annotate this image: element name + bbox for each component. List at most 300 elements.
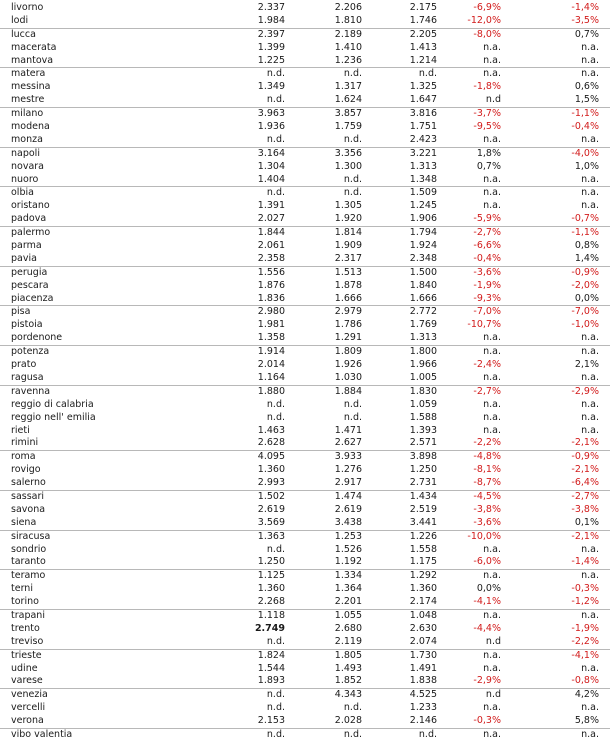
value-col-2: 1.805: [334, 649, 362, 661]
change-pct-2: 2,1%: [574, 359, 599, 371]
value-col-2: 2.979: [334, 306, 362, 318]
value-col-1: 2.397: [257, 28, 285, 40]
change-pct-2: n.a.: [581, 662, 599, 674]
value-col-2: 2.317: [334, 252, 362, 264]
city-name: trento: [11, 622, 40, 634]
value-col-3: 1.966: [409, 359, 437, 371]
change-pct-2: -2,7%: [571, 490, 599, 502]
value-col-1: 1.360: [257, 464, 285, 476]
value-col-2: 1.291: [334, 332, 362, 344]
value-col-3: 1.413: [409, 41, 437, 53]
change-pct-2: n.a.: [581, 543, 599, 555]
table-row: [0, 280, 610, 293]
value-col-3: 2.423: [409, 133, 437, 145]
table-row: [0, 412, 610, 425]
value-col-2: 2.119: [334, 635, 362, 647]
change-pct-2: -0,7%: [571, 213, 599, 225]
change-pct-2: 0,6%: [574, 81, 599, 93]
change-pct-2: 5,8%: [574, 715, 599, 727]
value-col-1: 2.358: [257, 252, 285, 264]
value-col-3: 3.898: [409, 451, 437, 463]
city-name: lucca: [11, 28, 36, 40]
change-pct-2: 0,0%: [574, 292, 599, 304]
table-row: [0, 305, 610, 319]
change-pct-2: -3,5%: [571, 14, 599, 26]
table-row: [0, 107, 610, 121]
change-pct-2: n.a.: [581, 187, 599, 199]
change-pct-1: -3,6%: [473, 266, 501, 278]
table-row: [0, 186, 610, 200]
value-col-1: 3.963: [257, 108, 285, 120]
city-name: milano: [11, 108, 44, 120]
value-col-2: n.d.: [343, 702, 362, 714]
value-col-3: 1.558: [409, 543, 437, 555]
value-col-3: 2.630: [409, 622, 437, 634]
value-col-1: 1.391: [257, 200, 285, 212]
change-pct-2: -1,1%: [571, 108, 599, 120]
value-col-2: 1.334: [334, 570, 362, 582]
table-row: [0, 121, 610, 134]
city-name: mestre: [11, 94, 45, 106]
value-col-3: 3.441: [409, 516, 437, 528]
table-row: [0, 517, 610, 530]
table-row: [0, 359, 610, 372]
city-name: reggio di calabria: [11, 398, 94, 410]
value-col-3: 1.746: [409, 14, 437, 26]
city-name: siracusa: [11, 530, 51, 542]
value-col-1: 1.544: [257, 662, 285, 674]
value-col-2: 2.201: [334, 596, 362, 608]
value-col-1: 1.118: [257, 609, 285, 621]
change-pct-1: -0,3%: [473, 715, 501, 727]
value-col-3: 2.146: [409, 715, 437, 727]
value-col-3: 1.924: [409, 240, 437, 252]
value-col-3: 1.491: [409, 662, 437, 674]
table-row: [0, 147, 610, 161]
city-name: rimini: [11, 437, 39, 449]
table-row: [0, 425, 610, 438]
value-col-2: 2.619: [334, 503, 362, 515]
value-col-3: 1.313: [409, 332, 437, 344]
city-name: terni: [11, 583, 33, 595]
change-pct-2: -1,9%: [571, 622, 599, 634]
value-col-1: n.d.: [266, 398, 285, 410]
change-pct-1: -10,7%: [467, 319, 501, 331]
value-col-1: 1.304: [257, 160, 285, 172]
value-col-3: n.d.: [418, 68, 437, 80]
value-col-1: 2.014: [257, 359, 285, 371]
value-col-1: 2.027: [257, 213, 285, 225]
value-col-1: 2.337: [257, 2, 285, 13]
value-col-1: 1.360: [257, 583, 285, 595]
change-pct-1: n.d: [485, 94, 501, 106]
city-name: perugia: [11, 266, 48, 278]
change-pct-1: n.a.: [483, 187, 501, 199]
change-pct-1: n.a.: [483, 398, 501, 410]
value-col-2: n.d.: [343, 187, 362, 199]
table-row: [0, 450, 610, 464]
city-name: teramo: [11, 570, 46, 582]
value-col-3: 1.348: [409, 173, 437, 185]
city-name: taranto: [11, 556, 46, 568]
value-col-2: 1.305: [334, 200, 362, 212]
table-row: [0, 55, 610, 68]
table-row: [0, 28, 610, 42]
value-col-1: 3.569: [257, 516, 285, 528]
table-row: [0, 596, 610, 609]
change-pct-1: n.a.: [483, 371, 501, 383]
change-pct-2: -0,9%: [571, 266, 599, 278]
value-col-3: 1.233: [409, 702, 437, 714]
city-name: messina: [11, 81, 51, 93]
value-col-2: 2.680: [334, 622, 362, 634]
change-pct-2: n.a.: [581, 424, 599, 436]
table-row: [0, 240, 610, 253]
value-col-2: 3.356: [334, 147, 362, 159]
change-pct-1: 0,7%: [476, 160, 501, 172]
table-row: [0, 94, 610, 107]
value-col-3: 1.751: [409, 121, 437, 133]
value-col-3: 1.292: [409, 570, 437, 582]
value-col-2: 3.438: [334, 516, 362, 528]
value-col-3: 2.174: [409, 596, 437, 608]
table-row: [0, 332, 610, 345]
value-col-3: 2.772: [409, 306, 437, 318]
city-name: trieste: [11, 649, 42, 661]
change-pct-1: n.a.: [483, 173, 501, 185]
change-pct-1: -5,9%: [473, 213, 501, 225]
city-name: siena: [11, 516, 37, 528]
change-pct-2: n.a.: [581, 133, 599, 145]
value-col-2: 1.030: [334, 371, 362, 383]
table-row: [0, 583, 610, 596]
value-col-2: 1.493: [334, 662, 362, 674]
change-pct-1: -1,9%: [473, 279, 501, 291]
table-row: [0, 67, 610, 81]
change-pct-1: -2,9%: [473, 675, 501, 687]
change-pct-1: n.a.: [483, 54, 501, 66]
change-pct-2: -0,9%: [571, 451, 599, 463]
change-pct-1: -9,5%: [473, 121, 501, 133]
table-row: [0, 372, 610, 385]
city-name: venezia: [11, 689, 48, 701]
change-pct-2: 1,0%: [574, 160, 599, 172]
table-row: [0, 477, 610, 490]
value-col-2: 1.410: [334, 41, 362, 53]
city-name: rieti: [11, 424, 30, 436]
city-name: vibo valentia: [11, 728, 73, 740]
change-pct-2: n.a.: [581, 173, 599, 185]
table-row: [0, 530, 610, 544]
table-row: [0, 464, 610, 477]
value-col-3: 1.175: [409, 556, 437, 568]
value-col-2: 1.474: [334, 490, 362, 502]
value-col-1: 2.749: [254, 622, 285, 634]
table-row: [0, 688, 610, 702]
value-col-2: 1.884: [334, 385, 362, 397]
change-pct-1: n.a.: [483, 346, 501, 358]
value-col-2: 1.300: [334, 160, 362, 172]
value-col-2: n.d.: [343, 411, 362, 423]
change-pct-1: n.a.: [483, 133, 501, 145]
city-price-table: [0, 2, 610, 742]
change-pct-2: n.a.: [581, 411, 599, 423]
city-name: sassari: [11, 490, 45, 502]
value-col-1: 1.824: [257, 649, 285, 661]
city-name: napoli: [11, 147, 40, 159]
value-col-1: n.d.: [266, 94, 285, 106]
change-pct-2: n.a.: [581, 398, 599, 410]
change-pct-2: n.a.: [581, 570, 599, 582]
value-col-2: 1.276: [334, 464, 362, 476]
value-col-3: 3.221: [409, 147, 437, 159]
change-pct-1: n.a.: [483, 200, 501, 212]
table-row: [0, 15, 610, 28]
value-col-3: 1.769: [409, 319, 437, 331]
change-pct-2: -2,0%: [571, 279, 599, 291]
value-col-1: 1.358: [257, 332, 285, 344]
value-col-2: 1.253: [334, 530, 362, 542]
value-col-3: 2.571: [409, 437, 437, 449]
change-pct-2: -1,0%: [571, 319, 599, 331]
value-col-2: 1.317: [334, 81, 362, 93]
city-name: matera: [11, 68, 46, 80]
city-name: ravenna: [11, 385, 51, 397]
value-col-2: 2.206: [334, 2, 362, 13]
city-name: padova: [11, 213, 47, 225]
change-pct-1: -2,7%: [473, 227, 501, 239]
value-col-2: 1.759: [334, 121, 362, 133]
change-pct-1: 1,8%: [476, 147, 501, 159]
change-pct-1: -7,0%: [473, 306, 501, 318]
change-pct-1: -12,0%: [467, 14, 501, 26]
change-pct-1: -4,5%: [473, 490, 501, 502]
change-pct-1: -4,8%: [473, 451, 501, 463]
city-name: salerno: [11, 477, 46, 489]
value-col-1: 3.164: [257, 147, 285, 159]
city-name: pavia: [11, 252, 37, 264]
value-col-2: 1.814: [334, 227, 362, 239]
change-pct-2: 0,7%: [574, 28, 599, 40]
value-col-3: n.d.: [418, 728, 437, 740]
value-col-3: 1.666: [409, 292, 437, 304]
city-name: livorno: [11, 2, 44, 13]
value-col-1: 1.981: [257, 319, 285, 331]
value-col-1: 2.268: [257, 596, 285, 608]
value-col-1: 1.463: [257, 424, 285, 436]
table-row: [0, 702, 610, 715]
table-row: [0, 609, 610, 623]
change-pct-1: -0,4%: [473, 252, 501, 264]
value-col-1: 1.984: [257, 14, 285, 26]
table-row: [0, 319, 610, 332]
change-pct-1: n.a.: [483, 702, 501, 714]
value-col-2: n.d.: [343, 173, 362, 185]
change-pct-2: n.a.: [581, 41, 599, 53]
change-pct-2: -0,4%: [571, 121, 599, 133]
table-row: [0, 161, 610, 174]
city-name: roma: [11, 451, 36, 463]
change-pct-1: -8,0%: [473, 28, 501, 40]
change-pct-1: n.a.: [483, 649, 501, 661]
value-col-1: 1.399: [257, 41, 285, 53]
table-row: [0, 226, 610, 240]
city-name: pistoia: [11, 319, 43, 331]
change-pct-2: n.a.: [581, 609, 599, 621]
value-col-2: 1.526: [334, 543, 362, 555]
value-col-1: 1.363: [257, 530, 285, 542]
table-row: [0, 663, 610, 676]
value-col-1: 2.061: [257, 240, 285, 252]
change-pct-1: -4,1%: [473, 596, 501, 608]
value-col-3: 1.500: [409, 266, 437, 278]
value-col-3: 1.647: [409, 94, 437, 106]
change-pct-1: n.a.: [483, 332, 501, 344]
value-col-1: n.d.: [266, 68, 285, 80]
city-name: rovigo: [11, 464, 41, 476]
change-pct-2: -1,4%: [571, 2, 599, 13]
change-pct-1: -9,3%: [473, 292, 501, 304]
change-pct-2: -2,1%: [571, 437, 599, 449]
change-pct-2: 0,1%: [574, 516, 599, 528]
value-col-1: 1.164: [257, 371, 285, 383]
table-row: [0, 728, 610, 742]
city-name: reggio nell' emilia: [11, 411, 96, 423]
city-name: torino: [11, 596, 39, 608]
change-pct-1: n.a.: [483, 68, 501, 80]
value-col-1: 1.936: [257, 121, 285, 133]
table-row: [0, 345, 610, 359]
change-pct-1: -6,0%: [473, 556, 501, 568]
table-row: [0, 675, 610, 688]
table-row: [0, 2, 610, 15]
city-name: pordenone: [11, 332, 63, 344]
change-pct-2: -6,4%: [571, 477, 599, 489]
value-col-3: 2.519: [409, 503, 437, 515]
value-col-2: 1.852: [334, 675, 362, 687]
change-pct-1: n.a.: [483, 41, 501, 53]
city-name: modena: [11, 121, 50, 133]
value-col-3: 2.731: [409, 477, 437, 489]
change-pct-2: -1,4%: [571, 556, 599, 568]
change-pct-2: -4,1%: [571, 649, 599, 661]
value-col-2: 1.786: [334, 319, 362, 331]
value-col-1: 1.404: [257, 173, 285, 185]
value-col-2: 1.624: [334, 94, 362, 106]
value-col-1: 1.844: [257, 227, 285, 239]
value-col-2: n.d.: [343, 398, 362, 410]
city-name: palermo: [11, 227, 51, 239]
city-name: nuoro: [11, 173, 39, 185]
table-row: [0, 504, 610, 517]
city-name: potenza: [11, 346, 50, 358]
value-col-3: 1.830: [409, 385, 437, 397]
table-row: [0, 399, 610, 412]
table-row: [0, 213, 610, 226]
table-row: [0, 42, 610, 55]
value-col-2: n.d.: [343, 728, 362, 740]
table-row: [0, 490, 610, 504]
value-col-1: 1.502: [257, 490, 285, 502]
change-pct-1: -2,7%: [473, 385, 501, 397]
value-col-1: 1.556: [257, 266, 285, 278]
value-col-3: 1.393: [409, 424, 437, 436]
value-col-2: 1.810: [334, 14, 362, 26]
value-col-2: 3.933: [334, 451, 362, 463]
value-col-1: 1.876: [257, 279, 285, 291]
table-row: [0, 569, 610, 583]
change-pct-2: -1,2%: [571, 596, 599, 608]
value-col-1: n.d.: [266, 635, 285, 647]
value-col-2: 1.236: [334, 54, 362, 66]
city-name: sondrio: [11, 543, 47, 555]
value-col-2: 1.364: [334, 583, 362, 595]
change-pct-2: -3,8%: [571, 503, 599, 515]
city-name: ragusa: [11, 371, 44, 383]
value-col-2: 3.857: [334, 108, 362, 120]
city-name: monza: [11, 133, 43, 145]
change-pct-1: -3,8%: [473, 503, 501, 515]
change-pct-1: n.a.: [483, 424, 501, 436]
table-row: [0, 81, 610, 94]
value-col-1: 1.836: [257, 292, 285, 304]
value-col-3: 1.730: [409, 649, 437, 661]
value-col-3: 1.214: [409, 54, 437, 66]
change-pct-2: 4,2%: [574, 689, 599, 701]
change-pct-1: -2,2%: [473, 437, 501, 449]
city-name: parma: [11, 240, 42, 252]
value-col-3: 1.794: [409, 227, 437, 239]
change-pct-2: n.a.: [581, 54, 599, 66]
change-pct-2: n.a.: [581, 68, 599, 80]
value-col-1: n.d.: [266, 728, 285, 740]
city-name: oristano: [11, 200, 50, 212]
city-name: trapani: [11, 609, 45, 621]
value-col-3: 1.048: [409, 609, 437, 621]
change-pct-1: n.a.: [483, 411, 501, 423]
value-col-3: 1.226: [409, 530, 437, 542]
table-row: [0, 174, 610, 187]
value-col-3: 4.525: [409, 689, 437, 701]
value-col-1: n.d.: [266, 543, 285, 555]
change-pct-2: n.a.: [581, 346, 599, 358]
city-name: pisa: [11, 306, 31, 318]
change-pct-2: n.a.: [581, 332, 599, 344]
city-name: varese: [11, 675, 43, 687]
city-name: vercelli: [11, 702, 46, 714]
value-col-3: 1.245: [409, 200, 437, 212]
table-row: [0, 253, 610, 266]
city-name: prato: [11, 359, 37, 371]
change-pct-2: 1,5%: [574, 94, 599, 106]
value-col-3: 1.313: [409, 160, 437, 172]
table-row: [0, 556, 610, 569]
change-pct-2: n.a.: [581, 371, 599, 383]
city-name: olbia: [11, 187, 34, 199]
value-col-1: 2.628: [257, 437, 285, 449]
change-pct-2: 1,4%: [574, 252, 599, 264]
change-pct-1: -2,4%: [473, 359, 501, 371]
value-col-1: n.d.: [266, 689, 285, 701]
table-row: [0, 715, 610, 728]
change-pct-1: -3,6%: [473, 516, 501, 528]
value-col-1: 1.880: [257, 385, 285, 397]
value-col-2: 1.878: [334, 279, 362, 291]
value-col-2: 1.909: [334, 240, 362, 252]
value-col-1: 4.095: [257, 451, 285, 463]
change-pct-2: -0,8%: [571, 675, 599, 687]
change-pct-2: -7,0%: [571, 306, 599, 318]
